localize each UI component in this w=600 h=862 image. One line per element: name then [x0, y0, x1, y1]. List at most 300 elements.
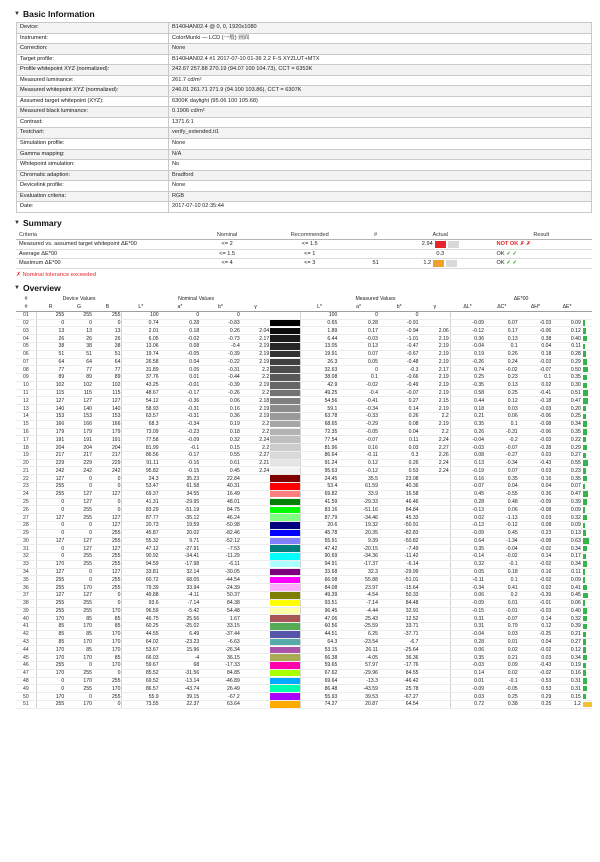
overview-cell: 73.09 — [122, 428, 160, 436]
basic-info-value: B140HAN02.4 @ 0, 0, 1920x1080 — [169, 23, 592, 34]
overview-cell: 68.65 — [301, 420, 339, 428]
basic-info-row — [17, 96, 592, 107]
overview-cell: 85 — [36, 638, 65, 646]
delta-e-bar — [582, 428, 592, 436]
overview-cell: 69.64 — [301, 677, 339, 685]
overview-cell: 255 — [93, 537, 122, 545]
table-row[interactable] — [16, 662, 592, 670]
overview-cell: 33.81 — [122, 568, 160, 576]
table-row[interactable] — [16, 669, 592, 677]
overview-cell: -0.07 — [379, 389, 420, 397]
overview-cell: 0 — [160, 311, 201, 319]
overview-cell: 0.05 — [450, 568, 485, 576]
overview-cell: 19.59 — [160, 521, 201, 529]
overview-cell: -0.09 — [450, 685, 485, 693]
overview-cell — [241, 483, 270, 491]
overview-cell: 54.12 — [122, 397, 160, 405]
overview-cell: 170 — [36, 615, 65, 623]
delta-e-bar-fill — [583, 445, 587, 451]
overview-cell — [420, 669, 451, 677]
overview-cell: 127 — [93, 514, 122, 522]
overview-cell: 0.1 — [338, 374, 379, 382]
overview-cell: -0.4 — [338, 389, 379, 397]
overview-cell: 0.09 — [552, 576, 582, 584]
overview-cell: 0.17 — [485, 327, 519, 335]
overview-cell: -0.22 — [200, 358, 241, 366]
overview-cell: 0.34 — [552, 545, 582, 553]
basic-info-value: 2017-07-10 02:35:44 — [169, 202, 592, 213]
delta-e-bar-fill — [583, 367, 588, 373]
summary-actual-chip-empty — [448, 241, 459, 248]
table-row[interactable] — [16, 319, 592, 327]
overview-cell: 0.13 — [485, 335, 519, 343]
tolerance-note: ✗ Nominal tolerance exceeded — [16, 271, 96, 278]
delta-e-bar-fill — [583, 336, 587, 342]
overview-cell: 0.08 — [379, 420, 420, 428]
delta-e-bar — [582, 436, 592, 444]
delta-e-bar-fill — [583, 523, 586, 529]
table-row[interactable] — [16, 646, 592, 654]
table-row[interactable] — [16, 397, 592, 405]
overview-cell: -4.11 — [160, 591, 201, 599]
overview-cell: 0.35 — [552, 475, 582, 483]
basic-info-row — [17, 181, 592, 192]
table-row[interactable] — [16, 342, 592, 350]
overview-cell: -11.42 — [379, 553, 420, 561]
overview-cell: 0.25 — [519, 700, 553, 708]
overview-cell: 87.77 — [122, 514, 160, 522]
summary-nominal: <= 4 — [196, 258, 258, 268]
delta-e-bar — [582, 483, 592, 491]
overview-cell: 0 — [93, 483, 122, 491]
overview-cell: 64.3 — [301, 638, 339, 646]
summary-actual-value: 1.2 — [423, 260, 432, 267]
table-row[interactable] — [16, 514, 592, 522]
overview-cell: 64.54 — [379, 700, 420, 708]
table-row[interactable] — [16, 591, 592, 599]
overview-column-header[interactable]: ΔC* — [485, 303, 519, 311]
overview-cell: -0.08 — [519, 537, 553, 545]
overview-cell: 59.1 — [301, 405, 339, 413]
overview-cell: 85 — [65, 646, 93, 654]
overview-cell: 31.89 — [122, 366, 160, 374]
color-swatch — [270, 413, 301, 421]
overview-column-header[interactable]: a* — [338, 303, 379, 311]
table-row[interactable] — [16, 483, 592, 491]
summary-result — [491, 258, 592, 268]
overview-cell: 0.14 — [450, 669, 485, 677]
table-row[interactable] — [16, 358, 592, 366]
overview-cell: 255 — [65, 685, 93, 693]
overview-cell: 166 — [93, 420, 122, 428]
overview-cell: 0.27 — [552, 638, 582, 646]
status-badge: NOT OK — [496, 241, 519, 248]
basic-info-key: Device: — [17, 23, 169, 34]
overview-cell: -6.14 — [379, 560, 420, 568]
overview-column-header[interactable]: # — [16, 303, 36, 311]
basic-info-value: B140HAN02.4 #1 2017-07-10 01-36 2.2 F-S XYZLUT+MTX — [169, 54, 592, 65]
overview-cell: 229 — [36, 459, 65, 467]
swatch-fill — [270, 685, 300, 692]
table-row[interactable] — [16, 599, 592, 607]
overview-cell: 255 — [36, 483, 65, 491]
color-swatch — [270, 475, 301, 483]
overview-cell: 55.93 — [301, 693, 339, 701]
overview-column-header[interactable]: L* — [301, 303, 339, 311]
overview-cell: 53.4 — [301, 483, 339, 491]
overview-column-header[interactable]: B — [93, 303, 122, 311]
overview-cell: 2.27 — [420, 444, 451, 452]
overview-cell: 2.19 — [420, 335, 451, 343]
delta-e-bar — [582, 623, 592, 631]
overview-cell: 0.07 — [552, 483, 582, 491]
overview-row-index: 48 — [16, 677, 36, 685]
basic-info-key: Target profile: — [17, 54, 169, 65]
delta-e-bar-fill — [583, 678, 587, 684]
overview-cell: 81.96 — [301, 444, 339, 452]
summary-heading[interactable] — [14, 218, 592, 228]
table-row[interactable] — [16, 498, 592, 506]
overview-cell: 0.39 — [552, 623, 582, 631]
overview-cell: 24.3 — [122, 475, 160, 483]
overview-cell: 2.2 — [241, 428, 270, 436]
overview-cell: 46.75 — [122, 615, 160, 623]
overview-column-header[interactable]: γ — [420, 303, 451, 311]
swatch-fill — [270, 670, 300, 677]
overview-cell: 85 — [36, 623, 65, 631]
delta-e-bar-fill — [583, 686, 587, 692]
overview-row-index: 37 — [16, 591, 36, 599]
table-row[interactable] — [16, 459, 592, 467]
overview-cell: 32.14 — [160, 568, 201, 576]
delta-e-bar — [582, 630, 592, 638]
table-row[interactable] — [16, 630, 592, 638]
overview-row-index: 13 — [16, 405, 36, 413]
overview-cell: 32.3 — [338, 568, 379, 576]
overview-cell: -25.64 — [379, 646, 420, 654]
table-row[interactable] — [16, 677, 592, 685]
table-row[interactable] — [16, 475, 592, 483]
overview-cell: 0 — [65, 475, 93, 483]
delta-e-bar — [582, 591, 592, 599]
basic-information-title: Basic Information — [22, 9, 95, 19]
overview-cell: 0.04 — [519, 638, 553, 646]
overview-cell: 66.08 — [301, 576, 339, 584]
overview-cell: 85.52 — [122, 669, 160, 677]
overview-cell — [241, 475, 270, 483]
overview-cell: 49.25 — [301, 389, 339, 397]
delta-e-bar-fill — [583, 655, 587, 661]
delta-e-bar-fill — [583, 491, 588, 497]
overview-cell: 0 — [36, 685, 65, 693]
table-row[interactable] — [16, 467, 592, 475]
overview-cell: 39.15 — [160, 693, 201, 701]
basic-info-row — [17, 23, 592, 34]
overview-row-index: 26 — [16, 506, 36, 514]
table-row[interactable] — [16, 374, 592, 382]
overview-cell: 0 — [65, 693, 93, 701]
delta-e-bar — [582, 700, 592, 708]
overview-cell: -23.54 — [338, 638, 379, 646]
basic-info-value: RGB — [169, 191, 592, 202]
table-row[interactable] — [16, 366, 592, 374]
table-row[interactable] — [16, 428, 592, 436]
basic-info-row — [17, 107, 592, 118]
overview-cell: 0.1 — [485, 342, 519, 350]
overview-cell: 0.23 — [519, 529, 553, 537]
overview-cell — [420, 490, 451, 498]
delta-e-bar-fill — [583, 398, 588, 404]
swatch-fill — [270, 413, 300, 420]
overview-cell — [241, 521, 270, 529]
overview-cell: 86.48 — [301, 685, 339, 693]
overview-cell: -0.34 — [485, 459, 519, 467]
overview-cell: 2.19 — [420, 374, 451, 382]
basic-info-value: N/A — [169, 149, 592, 160]
basic-info-key: Profile whitepoint XYZ (normalized): — [17, 65, 169, 76]
delta-e-bar-fill — [583, 585, 587, 591]
overview-cell: 0.65 — [301, 319, 339, 327]
table-row[interactable] — [16, 405, 592, 413]
overview-cell: 0.32 — [552, 615, 582, 623]
table-row[interactable] — [16, 335, 592, 343]
overview-row-index: 24 — [16, 490, 36, 498]
table-row[interactable] — [16, 444, 592, 452]
overview-cell: 60.25 — [122, 623, 160, 631]
overview-cell: 255 — [65, 311, 93, 319]
table-row[interactable] — [16, 685, 592, 693]
table-row[interactable] — [16, 568, 592, 576]
overview-cell: 33.15 — [200, 623, 241, 631]
overview-cell: -7.14 — [338, 599, 379, 607]
table-row[interactable] — [16, 654, 592, 662]
overview-row-index: 14 — [16, 413, 36, 421]
overview-cell: 153 — [65, 413, 93, 421]
overview-cell — [420, 654, 451, 662]
overview-cell: 2.2 — [241, 444, 270, 452]
color-swatch — [270, 607, 301, 615]
overview-cell — [241, 693, 270, 701]
table-row[interactable] — [16, 700, 592, 708]
overview-cell: 0.34 — [552, 654, 582, 662]
overview-cell — [241, 311, 270, 319]
overview-cell: 0.11 — [552, 342, 582, 350]
overview-head — [16, 296, 592, 312]
table-row[interactable] — [16, 545, 592, 553]
overview-column-header[interactable]: L* — [122, 303, 160, 311]
overview-cell: 96.59 — [122, 607, 160, 615]
table-row[interactable] — [16, 381, 592, 389]
overview-cell: 2.17 — [420, 366, 451, 374]
overview-cell: -0.16 — [160, 459, 201, 467]
chevron-down-icon[interactable]: ▼ — [14, 11, 20, 17]
color-swatch — [270, 553, 301, 561]
overview-cell: 127 — [36, 514, 65, 522]
table-row[interactable] — [16, 693, 592, 701]
overview-cell: -0.02 — [519, 560, 553, 568]
overview-cell: -0.23 — [160, 428, 201, 436]
overview-column-header[interactable]: ΔH* — [519, 303, 553, 311]
swatch-fill — [270, 320, 300, 327]
basic-info-key: Measured black luminance: — [17, 107, 169, 118]
overview-cell: 2.24 — [241, 436, 270, 444]
basic-information-heading[interactable] — [14, 9, 592, 19]
overview-cell: 191 — [93, 436, 122, 444]
overview-cell: 0.35 — [552, 428, 582, 436]
overview-cell: -0.35 — [450, 381, 485, 389]
overview-cell: -4.05 — [338, 654, 379, 662]
table-row[interactable] — [16, 615, 592, 623]
color-swatch — [270, 537, 301, 545]
basic-info-row — [17, 128, 592, 139]
overview-column-header[interactable]: R — [36, 303, 65, 311]
overview-column-header[interactable]: G — [65, 303, 93, 311]
table-row[interactable] — [16, 521, 592, 529]
overview-cell: -0.09 — [450, 529, 485, 537]
overview-cell: 179 — [36, 428, 65, 436]
overview-cell: 77.54 — [301, 436, 339, 444]
overview-cell: 0.45 — [485, 529, 519, 537]
overview-cell — [420, 553, 451, 561]
overview-heading[interactable] — [14, 283, 592, 293]
overview-column-header[interactable]: b* — [379, 303, 420, 311]
overview-cell: 94.59 — [122, 560, 160, 568]
overview-cell: 90.69 — [301, 553, 339, 561]
overview-cell: 95.63 — [301, 467, 339, 475]
table-row[interactable] — [16, 451, 592, 459]
summary-column-header: Recommended — [258, 231, 361, 240]
overview-cell: -0.34 — [338, 405, 379, 413]
overview-cell: 0.01 — [485, 599, 519, 607]
overview-cell — [241, 591, 270, 599]
swatch-fill — [270, 444, 300, 451]
color-swatch — [270, 545, 301, 553]
overview-cell: 127 — [93, 521, 122, 529]
overview-cell — [519, 311, 553, 319]
overview-cell: 0.41 — [552, 584, 582, 592]
overview-cell: 0.38 — [519, 335, 553, 343]
color-swatch — [270, 459, 301, 467]
overview-cell — [241, 498, 270, 506]
overview-cell: -0.34 — [160, 420, 201, 428]
overview-cell: 25.78 — [379, 685, 420, 693]
overview-row-index: 19 — [16, 451, 36, 459]
overview-cell: -67.27 — [379, 693, 420, 701]
overview-cell: 73.55 — [122, 700, 160, 708]
overview-cell: -0.06 — [519, 327, 553, 335]
table-row[interactable] — [16, 490, 592, 498]
overview-cell: 49.88 — [122, 591, 160, 599]
overview-cell: 0.21 — [552, 630, 582, 638]
chevron-down-icon[interactable]: ▼ — [14, 284, 20, 291]
overview-cell: 89 — [65, 374, 93, 382]
overview-cell — [420, 560, 451, 568]
table-row[interactable] — [16, 436, 592, 444]
overview-cell: 0.02 — [450, 514, 485, 522]
overview-cell: -0.43 — [519, 459, 553, 467]
overview-cell: 53.15 — [301, 646, 339, 654]
overview-cell: -7.53 — [200, 545, 241, 553]
table-row[interactable] — [16, 638, 592, 646]
overview-cell: 45.78 — [301, 529, 339, 537]
overview-cell: -0.3 — [379, 366, 420, 374]
overview-cell — [241, 615, 270, 623]
overview-cell — [420, 576, 451, 584]
overview-cell: 255 — [93, 311, 122, 319]
color-swatch — [270, 685, 301, 693]
overview-cell: 84.48 — [379, 599, 420, 607]
chevron-down-icon[interactable]: ▼ — [14, 219, 20, 226]
overview-cell: -0.15 — [160, 467, 201, 475]
table-row[interactable] — [16, 506, 592, 514]
table-row[interactable] — [16, 560, 592, 568]
overview-cell: 179 — [65, 428, 93, 436]
overview-cell: -0.41 — [338, 397, 379, 405]
overview-column-header[interactable] — [270, 303, 301, 311]
table-row[interactable] — [16, 576, 592, 584]
table-row[interactable] — [16, 311, 592, 319]
table-row[interactable] — [16, 529, 592, 537]
summary-column-header: Criteria — [16, 231, 196, 240]
table-row[interactable] — [16, 420, 592, 428]
table-row[interactable] — [16, 350, 592, 358]
overview-cell: -20.15 — [338, 545, 379, 553]
overview-cell: 0.53 — [519, 677, 553, 685]
swatch-fill — [270, 553, 300, 560]
delta-e-bar — [582, 490, 592, 498]
table-row[interactable] — [16, 623, 592, 631]
overview-column-header[interactable]: γ — [241, 303, 270, 311]
table-row[interactable] — [16, 537, 592, 545]
overview-cell: 0.03 — [519, 467, 553, 475]
overview-cell: 19.91 — [301, 350, 339, 358]
table-row[interactable] — [16, 584, 592, 592]
overview-title: Overview — [22, 282, 61, 293]
overview-cell: 46.46 — [379, 498, 420, 506]
overview-column-header[interactable]: ΔE* — [552, 303, 582, 311]
overview-cell: -0.05 — [485, 685, 519, 693]
overview-cell: 0.21 — [485, 654, 519, 662]
overview-cell: 33.9 — [338, 490, 379, 498]
overview-cell: 2.2 — [241, 420, 270, 428]
overview-group-header: # — [24, 296, 28, 303]
table-row[interactable] — [16, 327, 592, 335]
overview-row-index: 09 — [16, 374, 36, 382]
overview-cell — [420, 529, 451, 537]
basic-info-value: 246.01 261.71 271.9 (94.100 103.86), CCT = 6307K — [169, 86, 592, 97]
overview-cell: -6.7 — [379, 638, 420, 646]
overview-column-header[interactable]: a* — [160, 303, 201, 311]
table-row[interactable] — [16, 607, 592, 615]
overview-cell — [420, 319, 451, 327]
table-row[interactable] — [16, 553, 592, 561]
summary-recommended: <= 1 — [258, 249, 361, 258]
overview-cell: -0.04 — [485, 545, 519, 553]
table-row[interactable] — [16, 389, 592, 397]
overview-cell: 170 — [93, 638, 122, 646]
overview-column-header[interactable]: b* — [200, 303, 241, 311]
overview-cell: 6.44 — [301, 335, 339, 343]
overview-row-index: 27 — [16, 514, 36, 522]
overview-cell: 0.12 — [552, 646, 582, 654]
delta-e-bar — [582, 615, 592, 623]
color-swatch — [270, 327, 301, 335]
overview-cell: 0 — [93, 319, 122, 327]
table-row[interactable] — [16, 413, 592, 421]
delta-e-bar-fill — [583, 375, 587, 381]
overview-column-header[interactable]: ΔL* — [450, 303, 485, 311]
summary-body — [16, 239, 592, 268]
